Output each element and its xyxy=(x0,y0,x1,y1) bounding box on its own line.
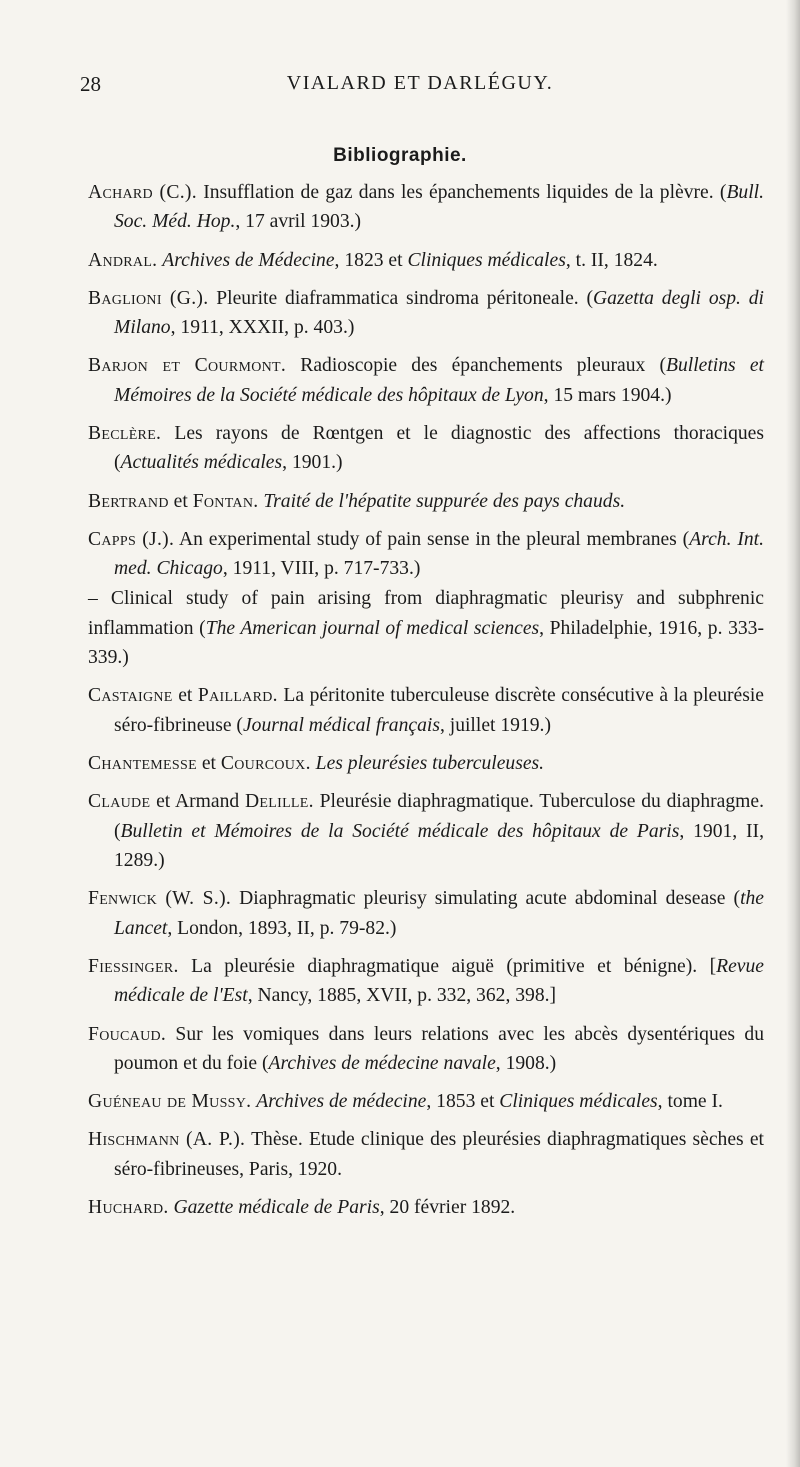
entry-text: Pleurésie diaphragmatique. Tuberculose du diaphragme. ( xyxy=(114,791,764,842)
entry-details: , 20 février 1892. xyxy=(379,1196,516,1218)
entry-text: Thèse. Etude clinique des pleurésies diaphragmatiques sèches et séro-fibrineuses, Paris, 1920. xyxy=(114,1129,764,1180)
entry-author: Castaigne xyxy=(88,685,173,707)
entry-source: Bulletins et Mémoires de la Société médicale des hôpitaux de Lyon xyxy=(114,355,764,406)
bibliography-entry xyxy=(88,952,764,1011)
entry-source: Cliniques médicales xyxy=(499,1091,658,1113)
entry-text: et xyxy=(168,490,193,512)
entry-details: , 1901, II, 1289.) xyxy=(114,820,764,872)
bibliography-entry xyxy=(88,178,764,237)
bibliography-entry xyxy=(88,525,764,584)
entry-text: et xyxy=(196,753,221,775)
entry-author: Claude xyxy=(88,791,151,813)
entry-text: Insufflation de gaz dans les épanchements liquides de la plèvre. ( xyxy=(196,182,727,203)
entry-text: et xyxy=(172,685,198,707)
entry-details: , 1853 et xyxy=(426,1091,500,1113)
entry-text: Pleurite diaframmatica sindroma péritoneale. ( xyxy=(208,287,594,309)
entry-details: , London, 1893, II, p. 79-82.) xyxy=(167,917,397,939)
entry-details: , Philadelphie, 1916, p. 333-339.) xyxy=(88,617,764,669)
entry-details: , 15 mars 1904.) xyxy=(543,384,672,406)
entry-source: Bull. Soc. Méd. Hop. xyxy=(114,182,764,233)
bibliography-list xyxy=(88,178,764,1231)
entry-details: , 1901.) xyxy=(282,452,343,474)
entry-source: Arch. Int. med. Chicago xyxy=(114,528,764,580)
entry-author: Fenwick (W. S.). xyxy=(88,888,232,910)
entry-text: Radioscopie des épanchements pleuraux ( xyxy=(286,355,667,377)
entry-source: The American journal of medical sciences xyxy=(205,617,540,639)
entry-author: Delille. xyxy=(244,791,314,813)
bibliography-entry xyxy=(88,884,764,943)
entry-source: Cliniques médicales xyxy=(407,249,566,271)
entry-details: , 1823 et xyxy=(334,249,408,271)
entry-details: , tome I. xyxy=(657,1091,723,1113)
bibliography-entry xyxy=(88,787,764,875)
page-header xyxy=(80,72,760,102)
bibliography-entry xyxy=(88,1087,764,1116)
entry-source: Journal médical français xyxy=(242,714,440,736)
entry-source: Traité de l'hépatite suppurée des pays chauds. xyxy=(258,490,626,512)
entry-author: Huchard. xyxy=(88,1196,169,1218)
entry-text: La pleurésie diaphragmatique aiguë (primitive et bénigne). [ xyxy=(178,955,717,977)
bibliography-entry xyxy=(88,681,764,740)
page-edge-shadow xyxy=(786,0,800,1467)
bibliography-entry xyxy=(88,1020,764,1079)
section-title: Bibliographie. xyxy=(333,145,467,166)
entry-details: , 17 avril 1903.) xyxy=(235,211,362,233)
bibliography-entry xyxy=(88,284,764,343)
entry-author: Andral. xyxy=(88,249,158,271)
entry-text: Diaphragmatic pleurisy simulating acute abdominal desease ( xyxy=(231,888,741,910)
entry-text: et Armand xyxy=(150,791,245,813)
entry-author: Capps (J.). xyxy=(88,528,175,550)
entry-text: – Clinical study of pain arising from diaphragmatic pleurisy and subphrenic inflammation ( xyxy=(88,588,764,639)
bibliography-entry xyxy=(88,487,764,516)
entry-source: Bulletin et Mémoires de la Société médicale des hôpitaux de Paris xyxy=(120,820,680,842)
entry-author: Beclère. xyxy=(88,423,162,445)
entry-details: , 1908.) xyxy=(495,1052,557,1074)
entry-author: Paillard. xyxy=(197,685,278,707)
page-number: 28 xyxy=(80,72,101,96)
entry-source: Les pleurésies tuberculeuses. xyxy=(310,753,545,775)
bibliography-entry xyxy=(88,419,764,478)
entry-source: Archives de Médecine xyxy=(162,249,335,271)
entry-text: Sur les vomiques dans leurs relations avec les abcès dysentériques du poumon et du foie ( xyxy=(114,1023,764,1074)
entry-text: An experimental study of pain sense in the pleural membranes ( xyxy=(174,528,690,550)
entry-author: Chantemesse xyxy=(88,753,197,775)
entry-author: Courcoux. xyxy=(220,753,311,775)
entry-text: La péritonite tuberculeuse discrète consécutive à la pleurésie séro-fibrineuse ( xyxy=(114,685,764,736)
entry-text: Les rayons de Rœntgen et le diagnostic des affections thoraciques ( xyxy=(114,423,764,474)
bibliography-entry xyxy=(88,1125,764,1184)
entry-details: , 1911, VIII, p. 717-733.) xyxy=(222,558,421,580)
entry-author: Guéneau de Mussy. xyxy=(88,1091,252,1113)
entry-author: Fiessinger. xyxy=(88,955,179,977)
entry-source: Archives de médecine navale xyxy=(268,1052,496,1074)
entry-author: Baglioni (G.). xyxy=(88,287,209,309)
bibliography-entry xyxy=(88,749,764,778)
bibliography-entry xyxy=(88,1193,764,1222)
entry-source: Revue médicale de l'Est xyxy=(114,955,764,1007)
entry-author: Fontan. xyxy=(192,490,259,512)
bibliography-entry xyxy=(88,246,764,275)
entry-details: , Nancy, 1885, XVII, p. 332, 362, 398.] xyxy=(247,985,557,1007)
entry-author: Hischmann (A. P.). xyxy=(88,1129,246,1151)
entry-source: Archives de médecine xyxy=(256,1091,427,1113)
entry-details: , t. II, 1824. xyxy=(565,249,658,271)
entry-source: the Lancet xyxy=(114,888,764,939)
running-title: VIALARD ET DARLÉGUY. xyxy=(286,72,554,94)
entry-details: , juillet 1919.) xyxy=(439,714,551,736)
bibliography-entry xyxy=(88,351,764,410)
entry-author: Foucaud. xyxy=(88,1023,167,1045)
entry-author: Achard (C.). xyxy=(88,182,197,203)
entry-author: Barjon et Courmont. xyxy=(88,355,287,377)
entry-source: Gazette médicale de Paris xyxy=(173,1196,380,1218)
entry-author: Bertrand xyxy=(88,490,169,512)
bibliography-entry xyxy=(88,584,764,672)
entry-source: Actualités médicales xyxy=(120,452,283,474)
entry-details: , 1911, XXXII, p. 403.) xyxy=(170,317,355,339)
entry-source: Gazetta degli osp. di Milano xyxy=(114,287,765,339)
